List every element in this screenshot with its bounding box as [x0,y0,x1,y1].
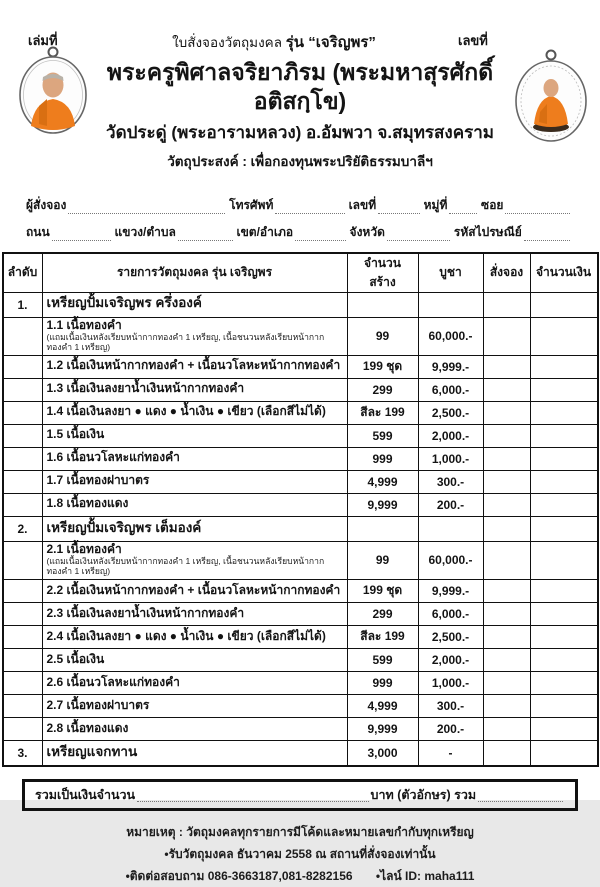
form-title-prefix: ใบสั่งจองวัตถุมงคล [172,35,282,50]
row-item [42,694,347,717]
row-item [42,470,347,493]
row-amount-blank [530,516,598,541]
row-qty: 199 ชุด [347,579,418,602]
row-item [42,317,347,355]
row-price: 9,999.- [418,355,483,378]
phone-label: โทรศัพท์ [229,197,274,212]
row-amount-blank [530,625,598,648]
table-row [3,470,598,493]
row-qty: 3,000 [347,740,418,766]
table-row [3,694,598,717]
row-number: 2. [3,516,43,541]
row-qty: 99 [347,541,418,579]
row-order-blank [483,648,530,671]
item-label: 2.1 เนื้อทองคำ [46,541,122,556]
row-order-blank [483,541,530,579]
row-qty: สีละ 199 [347,625,418,648]
page-title: พระครูพิศาลจริยาภิรม (พระมหาสุรศักดิ์ อติสกฺโข) [106,59,494,114]
form-title [108,30,440,54]
subdistrict-label: แขวง/ตำบล [114,224,176,239]
row-qty: 999 [347,671,418,694]
book-no-label: เล่มที่ [28,33,58,48]
row-qty: 4,999 [347,694,418,717]
row-qty: 999 [347,447,418,470]
row-number [3,470,43,493]
moo-label: หมู่ที่ [423,197,448,212]
item-bonus-note: (แถมเนื้อเงินหลังเรียบหน้ากากทองคำ 1 เหรียญ, เนื้อชนวนหลังเรียบหน้ากากทองคำ 1 เหรียญ) [46,556,325,576]
row-item [42,541,347,579]
total-sum-blank [478,788,563,802]
row-price: 60,000.- [418,317,483,355]
district-blank [295,226,345,241]
buyer-info-row-2 [26,215,574,242]
baht-in-words-label: บาท (ตัวอักษร) รวม [370,787,477,802]
row-qty: 599 [347,424,418,447]
table-row [3,317,598,355]
row-amount-blank [530,717,598,740]
table-row [3,625,598,648]
row-amount-blank [530,579,598,602]
col-header-price: บูชา [418,253,483,293]
item-label: 2.5 เนื้อเงิน [46,651,105,666]
row-item [42,378,347,401]
item-label: เหรียญแจกทาน [46,743,138,759]
item-label: 1.8 เนื้อทองแดง [46,496,129,511]
row-qty [347,292,418,317]
total-amount-label: รวมเป็นเงินจำนวน [35,787,136,802]
row-order-blank [483,579,530,602]
province-label: จังหวัด [349,224,385,239]
row-price: 2,000.- [418,424,483,447]
table-row [3,292,598,317]
note-line-id: •ไลน์ ID: maha111 [375,869,475,884]
orderer-blank [68,199,225,214]
row-item [42,671,347,694]
row-qty: 299 [347,378,418,401]
row-price: 9,999.- [418,579,483,602]
item-label: 1.5 เนื้อเงิน [46,427,105,442]
row-qty: สีละ 199 [347,401,418,424]
item-label: 1.2 เนื้อเงินหน้ากากทองคำ + เนื้อนวโลหะหน้ากากทองคำ [46,358,341,373]
col-header-index: ลำดับ [3,253,43,293]
row-price: 60,000.- [418,541,483,579]
table-row [3,378,598,401]
row-item [42,493,347,516]
table-row [3,671,598,694]
soi-label: ซอย [481,197,504,212]
row-number [3,317,43,355]
row-number [3,493,43,516]
row-number [3,579,43,602]
item-label: 1.4 เนื้อเงินลงยา ● แดง ● น้ำเงิน ● เขียว (เลือกสีไม่ได้) [46,404,326,419]
row-item [42,602,347,625]
row-price: 1,000.- [418,671,483,694]
soi-blank [505,199,570,214]
table-row [3,740,598,766]
item-label: 1.1 เนื้อทองคำ [46,317,122,332]
row-qty: 9,999 [347,717,418,740]
row-order-blank [483,378,530,401]
item-label: 1.3 เนื้อเงินลงยาน้ำเงินหน้ากากทองคำ [46,381,245,396]
row-number [3,447,43,470]
row-item [42,292,347,317]
row-number [3,648,43,671]
row-item [42,401,347,424]
item-label: 1.6 เนื้อนวโลหะแก่ทองคำ [46,450,180,465]
item-label: 2.8 เนื้อทองแดง [46,720,129,735]
item-label: 2.7 เนื้อทองฝาบาตร [46,697,150,712]
row-item [42,447,347,470]
left-monk-medallion-photo [14,40,92,136]
row-qty: 199 ชุด [347,355,418,378]
row-item [42,648,347,671]
row-price: 2,500.- [418,401,483,424]
row-order-blank [483,602,530,625]
note-contact-row [0,865,600,887]
order-table-header [3,253,598,293]
row-price: 2,000.- [418,648,483,671]
row-price: 6,000.- [418,602,483,625]
row-price [418,516,483,541]
moo-blank [449,199,477,214]
row-qty: 599 [347,648,418,671]
row-price: - [418,740,483,766]
table-row [3,355,598,378]
district-label: เขต/อำเภอ [236,224,294,239]
row-order-blank [483,292,530,317]
row-number [3,717,43,740]
subdistrict-blank [178,226,233,241]
row-item [42,740,347,766]
table-row [3,516,598,541]
row-order-blank [483,401,530,424]
table-row [3,602,598,625]
row-number [3,602,43,625]
row-amount-blank [530,493,598,516]
row-number [3,355,43,378]
item-label: 2.4 เนื้อเงินลงยา ● แดง ● น้ำเงิน ● เขียว (เลือกสีไม่ได้) [46,628,326,643]
row-qty: 99 [347,317,418,355]
row-item [42,625,347,648]
road-blank [52,226,111,241]
row-number [3,401,43,424]
right-monk-medallion-photo [510,44,592,144]
row-order-blank [483,717,530,740]
purpose-line: วัตถุประสงค์ : เพื่อกองทุนพระปริยัติธรรมบาลีฯ [167,153,433,169]
row-price: 2,500.- [418,625,483,648]
row-price: 6,000.- [418,378,483,401]
table-row [3,447,598,470]
row-order-blank [483,671,530,694]
table-row [3,541,598,579]
row-item [42,717,347,740]
buyer-info-section [26,188,574,242]
phone-blank [275,199,344,214]
row-amount-blank [530,694,598,717]
postcode-label: รหัสไปรษณีย์ [453,224,522,239]
row-item [42,579,347,602]
row-order-blank [483,516,530,541]
note-remark: หมายเหตุ : วัตถุมงคลทุกรายการมีโค้ดและหมายเลขกำกับทุกเหรียญ [126,824,474,839]
province-blank [387,226,450,241]
row-order-blank [483,740,530,766]
table-row [3,401,598,424]
note-pickup: •รับวัตถุมงคล ธันวาคม 2558 ณ สถานที่สั่งจองเท่านั้น [164,846,436,861]
doc-no-label: เลขที่ [458,33,488,48]
row-price: 1,000.- [418,447,483,470]
row-number [3,694,43,717]
row-order-blank [483,625,530,648]
col-header-item: รายการวัตถุมงคล รุ่น เจริญพร [42,253,347,293]
col-header-amount: จำนวนเงิน [530,253,598,293]
row-number [3,424,43,447]
footer-notes [0,821,600,887]
row-number [3,378,43,401]
row-number [3,541,43,579]
table-row [3,579,598,602]
row-amount-blank [530,602,598,625]
row-order-blank [483,694,530,717]
row-number: 3. [3,740,43,766]
table-row [3,424,598,447]
row-amount-blank [530,355,598,378]
table-row [3,648,598,671]
row-price: 300.- [418,694,483,717]
note-contact-phones: •ติดต่อสอบถาม 086-3663187,081-8282156 [125,869,353,884]
monk-head [544,79,559,97]
row-order-blank [483,317,530,355]
row-amount-blank [530,401,598,424]
item-label: เหรียญปั้มเจริญพร เต็มองค์ [46,519,202,535]
road-label: ถนน [26,224,50,239]
row-item [42,424,347,447]
house-no-label: เลขที่ [348,197,377,212]
top-label-row [28,30,570,54]
row-amount-blank [530,292,598,317]
item-label: 1.7 เนื้อทองฝาบาตร [46,473,150,488]
row-item [42,355,347,378]
row-amount-blank [530,424,598,447]
row-amount-blank [530,447,598,470]
item-label: 2.3 เนื้อเงินลงยาน้ำเงินหน้ากากทองคำ [46,605,245,620]
header-block [0,58,600,172]
row-qty: 299 [347,602,418,625]
row-price: 300.- [418,470,483,493]
order-table-body [3,292,598,766]
row-price: 200.- [418,717,483,740]
row-qty [347,516,418,541]
row-amount-blank [530,541,598,579]
row-order-blank [483,424,530,447]
item-label: 2.2 เนื้อเงินหน้ากากทองคำ + เนื้อนวโลหะหน้ากากทองคำ [46,582,341,597]
col-header-order: สั่งจอง [483,253,530,293]
item-label: 2.6 เนื้อนวโลหะแก่ทองคำ [46,674,180,689]
total-box [22,779,578,811]
row-amount-blank [530,378,598,401]
row-amount-blank [530,671,598,694]
row-qty: 9,999 [347,493,418,516]
col-header-qty: จำนวนสร้าง [347,253,418,293]
row-price: 200.- [418,493,483,516]
row-order-blank [483,447,530,470]
row-item [42,516,347,541]
row-number [3,625,43,648]
total-amount-blank [137,788,368,802]
table-row [3,717,598,740]
item-bonus-note: (แถมเนื้อเงินหลังเรียบหน้ากากทองคำ 1 เหรียญ, เนื้อชนวนหลังเรียบหน้ากากทองคำ 1 เหรียญ) [46,331,325,352]
house-no-blank [378,199,420,214]
row-number: 1. [3,292,43,317]
postcode-blank [524,226,570,241]
row-amount-blank [530,648,598,671]
row-order-blank [483,493,530,516]
order-table [2,252,599,767]
row-number [3,671,43,694]
buyer-info-row-1 [26,188,574,215]
row-order-blank [483,470,530,493]
temple-line: วัดประดู่ (พระอารามหลวง) อ.อัมพวา จ.สมุทรสงคราม [106,122,494,142]
item-label: เหรียญปั้มเจริญพร ครึ่งองค์ [46,295,202,311]
table-row [3,493,598,516]
row-amount-blank [530,470,598,493]
row-amount-blank [530,317,598,355]
row-amount-blank [530,740,598,766]
orderer-label: ผู้สั่งจอง [26,197,67,212]
row-qty: 4,999 [347,470,418,493]
row-price [418,292,483,317]
row-order-blank [483,355,530,378]
form-title-model: รุ่น “เจริญพร” [285,34,376,51]
